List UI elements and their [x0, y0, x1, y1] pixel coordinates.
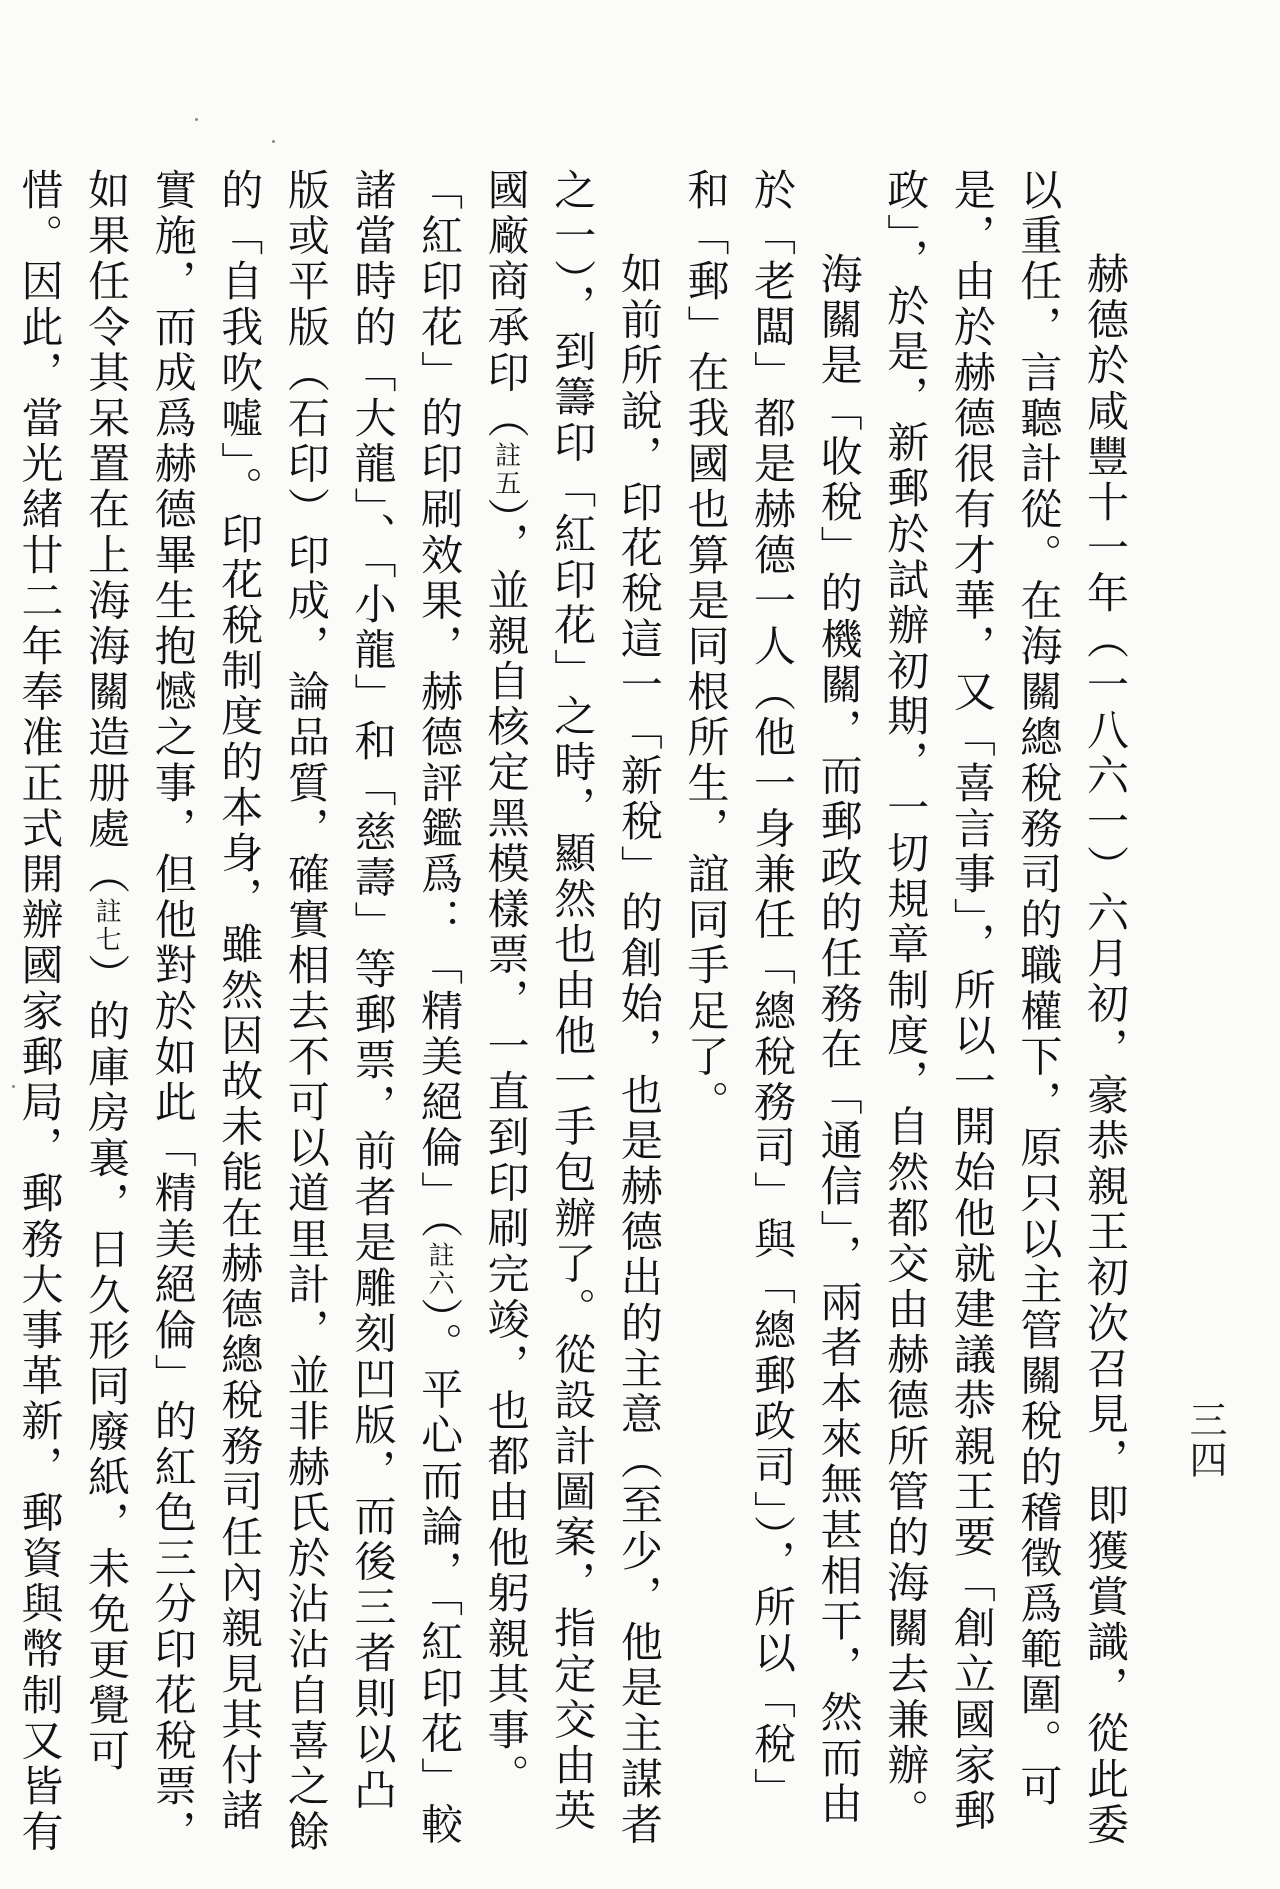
scan-speck	[12, 1085, 15, 1088]
text-run: 赫德於咸豐十一年（一八六一）六月初，豪恭親王初次召見，即獲賞識，從此委以重任，言聽計從。在海關總稅務司的職權下，原只以主管關稅的稽徵爲範圍。可是，由於赫德很有才華，又「喜言事」，所以一開始他就建議恭親王要「創立國家郵政」，於是，新郵於試辦初期，一切規章制度，自然都交由赫德所管的海關去兼辦。	[881, 168, 1130, 1848]
footnote-marker: 註五	[490, 441, 521, 498]
paragraph	[672, 168, 872, 1858]
paragraph	[872, 168, 1138, 1858]
footnote-marker: 註七	[91, 897, 122, 954]
text-run: 如前所說，印花稅這一「新稅」的創始，也是赫德出的主意（至少，他是主謀者之一），到籌印「紅印花」之時，顯然也由他一手包辦了。從設計圖案，指定交由英國廠商承印（	[481, 168, 664, 1848]
footnote-marker: 註六	[424, 1241, 455, 1298]
page-number: 三四	[1183, 1400, 1227, 1480]
text-run: ）。平心而論，「紅印花」較諸當時的「大龍」、「小龍」和「慈壽」等郵票，前者是雕刻凹版，而後三者則以凸版或平版（石印）印成，論品質，確實相去不可以道里計，並非赫氏於沾沾自喜之餘的「自我吹噓」。印花稅制度的本身，雖然因故未能在赫德總稅務司任內親見其付諸實施，而成爲赫德畢生抱憾之事，但他對於如此「精美絕倫」的紅色三分印花稅票，如果任令其呆置在上海海關造册處（	[82, 168, 465, 1856]
scan-speck	[272, 140, 275, 143]
text-run: ）的庫房裏，日久形同廢紙，未免更覺可惜。因此，當光緒廿二年奉准正式開辦國家郵局，郵務大事革新，郵資與幣制又皆有	[15, 168, 132, 1856]
text-run: 海關是「收稅」的機關，而郵政的任務在「通信」，兩者本來無甚相干，然而由於「老闆」都是赫德一人（他一身兼任「總稅務司」與「總郵政司」），所以「稅」和「郵」在我國也算是同根所生，誼同手足了。	[681, 168, 864, 1827]
paragraph	[0, 168, 672, 1858]
text-run: ），並親自核定黑模樣票，一直到印刷完竣，也都由他躬親其事。「紅印花」的印刷效果，赫德評鑑爲：「精美絕倫」（	[415, 168, 531, 1800]
scan-speck	[195, 118, 198, 121]
vertical-text-body	[0, 168, 1138, 1858]
